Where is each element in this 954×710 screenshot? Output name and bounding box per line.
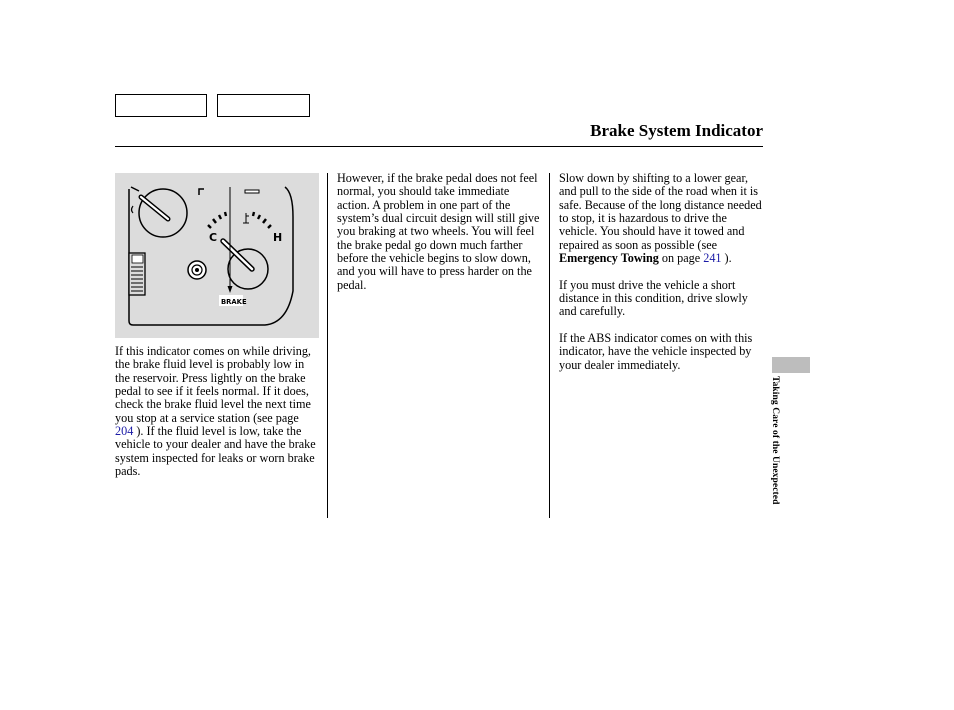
main-menu-button[interactable] — [115, 94, 207, 117]
section-side-label: Taking Care of the Unexpected — [770, 376, 780, 505]
page-title: Brake System Indicator — [590, 121, 763, 140]
temp-hot-label: H — [273, 231, 283, 244]
paragraph-slow-down: Slow down by shifting to a lower gear, and pull to the side of the road when it is safe. Because of the long distance needed to stop, it is hazardous to drive the vehicle. You should have it towed and repaired as soon as possible (see Emergency Towing on page 241 ). — [559, 171, 762, 266]
emergency-towing-ref: Emergency Towing — [559, 251, 659, 266]
column-divider-2 — [549, 173, 550, 518]
paragraph-abs-indicator: If the ABS indicator comes on with this indicator, have the vehicle inspected by your dealer immediately. — [559, 331, 753, 372]
index-button[interactable] — [217, 94, 310, 117]
temp-cold-label: C — [209, 231, 218, 244]
column-divider-1 — [327, 173, 328, 518]
brake-callout-label: BRAKE — [221, 298, 247, 306]
instrument-panel-illustration — [115, 173, 319, 338]
paragraph-pedal-feel: However, if the brake pedal does not feel normal, you should take immediate action. A problem in one part of the system’s dual circuit design will still give you braking at two wheels. You will feel the brake pedal go down much farther before the vehicle begins to slow down, and you will have to press harder on the pedal. — [337, 171, 540, 292]
header-rule — [115, 146, 763, 147]
column-1 — [115, 345, 320, 492]
page-241-link[interactable]: 241 — [703, 251, 722, 266]
page-204-link[interactable]: 204 — [115, 424, 134, 439]
section-tab-marker — [772, 357, 810, 373]
column-3 — [559, 172, 764, 386]
column-2 — [337, 172, 542, 305]
paragraph-indicator-on: If this indicator comes on while driving, the brake fluid level is probably low in the reservoir. Press lightly on the brake pedal to see if it feels normal. If it does, check the brake fluid level the next time you stop at a service station (see page 204 ). If the fluid level is low, take the vehicle to your dealer and have the brake system inspected for leaks or worn brake pads. — [115, 344, 316, 479]
paragraph-short-distance: If you must drive the vehicle a short distance in this condition, drive slowly and carefully. — [559, 277, 748, 319]
